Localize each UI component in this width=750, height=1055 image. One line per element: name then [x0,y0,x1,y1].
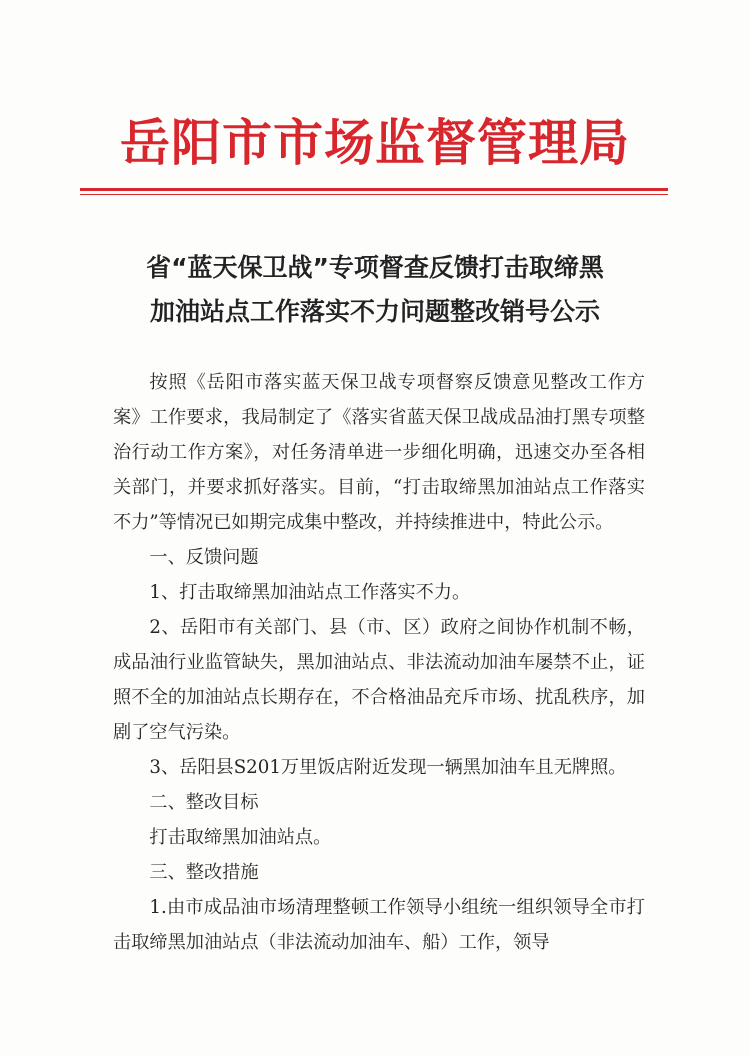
section-heading-feedback: 一、反馈问题 [149,547,259,568]
section-heading-goal: 二、整改目标 [149,792,259,813]
goal-text: 打击取缔黑加油站点。 [149,827,332,848]
document-body [113,365,645,960]
feedback-item-1: 1、打击取缔黑加油站点工作落实不力。 [149,582,471,603]
feedback-item-2: 2、岳阳市有关部门、县（市、区）政府之间协作机制不畅，成品油行业监管缺失，黑加油站点、非法流动加油车屡禁不止，证照不全的加油站点长期存在，不合格油品充斥市场、扰乱秩序，加剧了空气污染。 [113,617,645,743]
section-heading-measures: 三、整改措施 [149,862,259,883]
letterhead-red-rule-thin [80,194,668,195]
measure-item-1: 1.由市成品油市场清理整顿工作领导小组统一组织领导全市打击取缔黑加油站点（非法流动加油车、船）工作，领导 [113,897,645,953]
letterhead-red-rule-thick [80,188,668,191]
document-title-line-2: 加油站点工作落实不力问题整改销号公示 [149,297,600,326]
intro-paragraph: 按照《岳阳市落实蓝天保卫战专项督察反馈意见整改工作方案》工作要求，我局制定了《落实省蓝天保卫战成品油打黑专项整治行动工作方案》，对任务清单进一步细化明确，迅速交办至各相关部门，并要求抓好落实。目前，“打击取缔黑加油站点工作落实不力”等情况已如期完成集中整改，并持续推进中，特此公示。 [113,372,645,533]
letterhead-org-name: 岳阳市市场监督管理局 [120,113,630,172]
document-title-line-1: 省“蓝天保卫战”专项督查反馈打击取缔黑 [146,253,604,282]
feedback-item-3: 3、岳阳县S201万里饭店附近发现一辆黑加油车且无牌照。 [149,757,627,778]
